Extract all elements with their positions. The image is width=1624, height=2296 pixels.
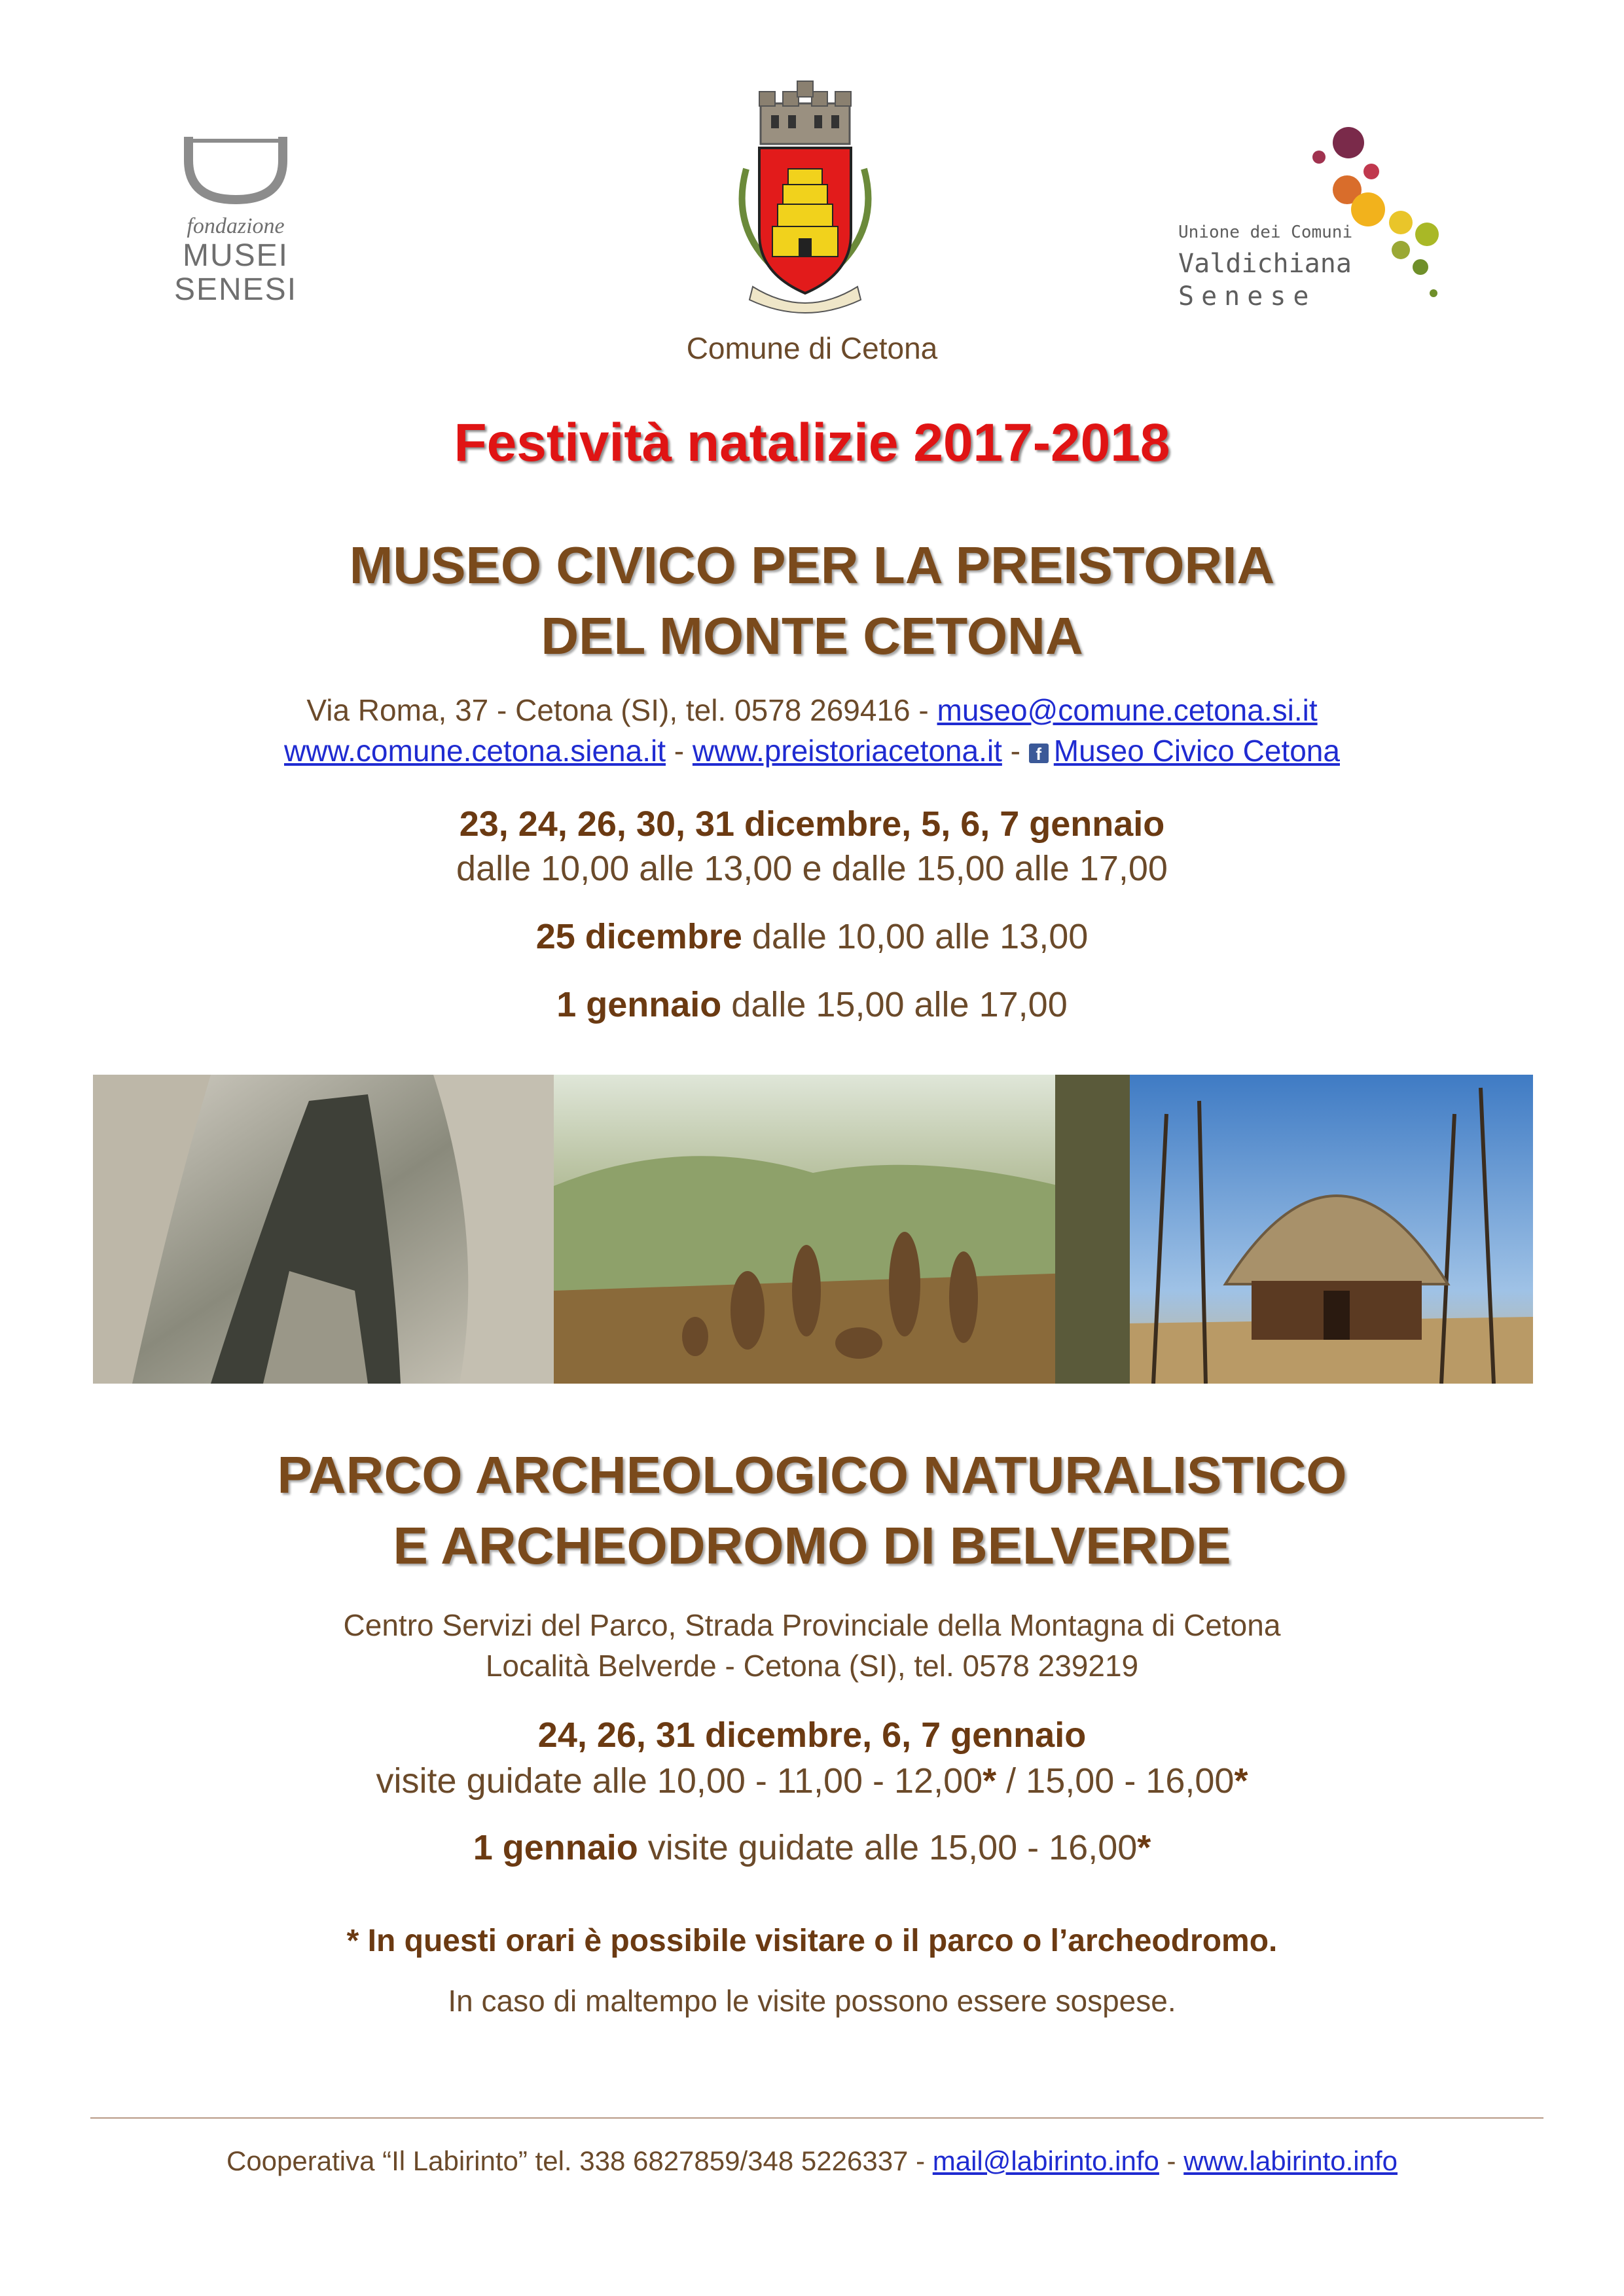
- parco-dates1-text: 24, 26, 31 dicembre, 6, 7 gennaio: [537, 1715, 1087, 1755]
- parco-address1: Centro Servizi del Parco, Strada Provinciale della Montagna di Cetona: [343, 1608, 1281, 1642]
- footer-website-link[interactable]: www.labirinto.info: [1183, 2145, 1398, 2176]
- photo-strip: [93, 1075, 1533, 1384]
- links-separator-1: -: [674, 734, 685, 768]
- cup-icon: [175, 134, 296, 206]
- fondazione-musei-senesi-logo: [170, 134, 301, 311]
- parco-hours1a: visite guidate alle 10,00 - 11,00 - 12,00: [376, 1761, 983, 1801]
- parco-dates1: [0, 1715, 1624, 1755]
- cave-photo: [93, 1075, 554, 1384]
- footer-divider: [90, 2117, 1543, 2119]
- asterisk-1: *: [983, 1761, 997, 1801]
- parco-date2: 1 gennaio: [473, 1828, 638, 1867]
- comune-caption: Comune di Cetona: [686, 331, 938, 365]
- footer: [0, 2145, 1624, 2177]
- museo-dec25-line: [0, 916, 1624, 957]
- facebook-page-link[interactable]: Museo Civico Cetona: [1053, 734, 1340, 768]
- coat-of-arms: [720, 77, 890, 323]
- parco-title-line2: E ARCHEODROMO DI BELVERDE: [393, 1516, 1231, 1575]
- hut-photo: [1130, 1075, 1533, 1384]
- museo-dates1-text: 23, 24, 26, 30, 31 dicembre, 5, 6, 7 gennaio: [459, 804, 1165, 844]
- museo-title-line2: DEL MONTE CETONA: [541, 607, 1083, 665]
- parco-address2: Località Belverde - Cetona (SI), tel. 0578 239219: [485, 1649, 1139, 1683]
- asterisk-3: *: [1137, 1828, 1151, 1867]
- facebook-icon: f: [1029, 744, 1049, 763]
- parco-title-line1: PARCO ARCHEOLOGICO NATURALISTICO: [277, 1446, 1347, 1504]
- museo-hours3: dalle 15,00 alle 17,00: [721, 985, 1068, 1024]
- senese-text: Senese: [1178, 281, 1316, 312]
- museo-title-line1: MUSEO CIVICO PER LA PREISTORIA: [349, 536, 1275, 594]
- diorama-photo: [554, 1075, 1130, 1384]
- parco-hours2: visite guidate alle 15,00 - 16,00: [638, 1828, 1138, 1867]
- comune-website-link[interactable]: www.comune.cetona.siena.it: [284, 734, 666, 768]
- festivita-title: Festività natalizie 2017-2018: [454, 413, 1170, 473]
- musei-text: MUSEI: [182, 238, 289, 273]
- museo-title: [0, 530, 1624, 672]
- fondazione-text: fondazione: [187, 214, 285, 238]
- parco-hours1b: / 15,00 - 16,00: [996, 1761, 1235, 1801]
- parco-jan1-line: [0, 1827, 1624, 1868]
- museo-address-line: [0, 690, 1624, 730]
- museo-hours2: dalle 10,00 alle 13,00: [742, 917, 1089, 956]
- asterisk-2: *: [1234, 1761, 1248, 1801]
- museo-hours1: dalle 10,00 alle 13,00 e dalle 15,00 alle 17,00: [456, 849, 1168, 888]
- museo-address: Via Roma, 37 - Cetona (SI), tel. 0578 269416 -: [306, 693, 937, 727]
- unione-comuni-logo: [1165, 124, 1460, 321]
- preistoria-website-link[interactable]: www.preistoriacetona.it: [692, 734, 1002, 768]
- museo-email-link[interactable]: museo@comune.cetona.si.it: [937, 693, 1318, 727]
- unione-text: Unione dei Comuni: [1178, 223, 1353, 242]
- museo-jan1-line: [0, 984, 1624, 1025]
- parco-note: In caso di maltempo le visite possono essere sospese.: [448, 1984, 1176, 2018]
- footer-email-link[interactable]: mail@labirinto.info: [932, 2145, 1159, 2176]
- museo-dates1: [0, 804, 1624, 844]
- museo-links-line: [0, 730, 1624, 771]
- parco-title: [0, 1440, 1624, 1581]
- valdichiana-text: Valdichiana: [1178, 249, 1352, 279]
- footer-separator: -: [1159, 2145, 1184, 2176]
- parco-note-bold: * In questi orari è possibile visitare o il parco o l’archeodromo.: [346, 1924, 1278, 1958]
- museo-date3: 1 gennaio: [556, 985, 722, 1024]
- links-separator-2: -: [1010, 734, 1020, 768]
- senesi-text: SENESI: [173, 272, 298, 307]
- parco-hours1: [0, 1761, 1624, 1801]
- footer-text: Cooperativa “Il Labirinto” tel. 338 6827859/348 5226337 -: [226, 2145, 933, 2176]
- museo-date2: 25 dicembre: [535, 917, 742, 956]
